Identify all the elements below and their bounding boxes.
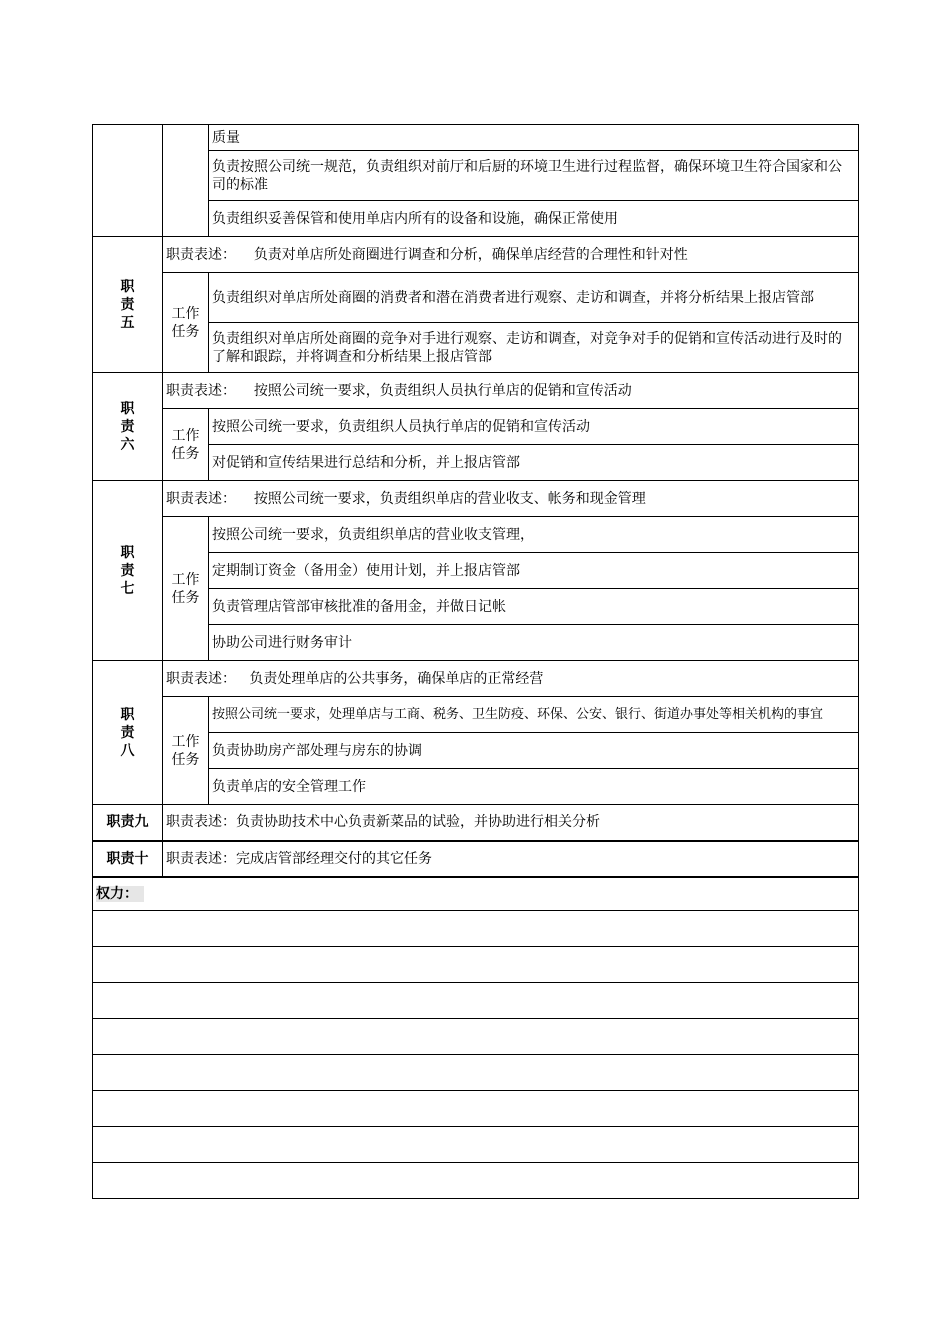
duty-7-title: 职责七 [93, 481, 163, 661]
power-blank-row [93, 1127, 859, 1163]
duty-6-statement: 职责表述： 按照公司统一要求，负责组织人员执行单店的促销和宣传活动 [163, 373, 859, 409]
duty-7-task-label: 工作任务 [163, 517, 209, 661]
task-item: 对促销和宣传结果进行总结和分析，并上报店管部 [209, 445, 859, 481]
task-item: 负责按照公司统一规范，负责组织对前厅和后厨的环境卫生进行过程监督，确保环境卫生符合国家和公司的标准 [209, 151, 859, 201]
power-blank-row [93, 1019, 859, 1055]
task-item: 按照公司统一要求，处理单店与工商、税务、卫生防疫、环保、公安、银行、街道办事处等相关机构的事宜 [209, 697, 859, 733]
duty-5-statement: 职责表述： 负责对单店所处商圈进行调查和分析，确保单店经营的合理性和针对性 [163, 237, 859, 273]
duty-6-task-label: 工作任务 [163, 409, 209, 481]
power-heading: 权力： [93, 877, 859, 911]
duty-8-title: 职责八 [93, 661, 163, 805]
duty-title-continued [93, 125, 163, 237]
task-item: 负责管理店管部审核批准的备用金，并做日记帐 [209, 589, 859, 625]
duty-5-task-label: 工作任务 [163, 273, 209, 373]
task-item: 质量 [209, 125, 859, 151]
task-item: 负责组织对单店所处商圈的消费者和潜在消费者进行观察、走访和调查，并将分析结果上报店管部 [209, 273, 859, 323]
duty-6-title: 职责六 [93, 373, 163, 481]
job-description-table [92, 124, 859, 1199]
duty-10-title: 职责十 [93, 841, 163, 877]
task-item: 按照公司统一要求，负责组织人员执行单店的促销和宣传活动 [209, 409, 859, 445]
power-blank-row [93, 1055, 859, 1091]
task-item: 定期制订资金（备用金）使用计划，并上报店管部 [209, 553, 859, 589]
task-item: 协助公司进行财务审计 [209, 625, 859, 661]
power-blank-row [93, 911, 859, 947]
power-blank-row [93, 983, 859, 1019]
power-blank-row [93, 1091, 859, 1127]
duty-9-statement: 职责表述：负责协助技术中心负责新菜品的试验，并协助进行相关分析 [163, 805, 859, 841]
power-blank-row [93, 1163, 859, 1199]
task-item: 负责组织妥善保管和使用单店内所有的设备和设施，确保正常使用 [209, 201, 859, 237]
duty-8-statement: 职责表述： 负责处理单店的公共事务，确保单店的正常经营 [163, 661, 859, 697]
task-item: 负责组织对单店所处商圈的竞争对手进行观察、走访和调查，对竞争对手的促销和宣传活动进行及时的了解和跟踪，并将调查和分析结果上报店管部 [209, 323, 859, 373]
task-item: 按照公司统一要求，负责组织单店的营业收支管理， [209, 517, 859, 553]
task-item: 负责单店的安全管理工作 [209, 769, 859, 805]
duty-8-task-label: 工作任务 [163, 697, 209, 805]
duty-10-statement: 职责表述：完成店管部经理交付的其它任务 [163, 841, 859, 877]
duty-7-statement: 职责表述： 按照公司统一要求，负责组织单店的营业收支、帐务和现金管理 [163, 481, 859, 517]
duty-9-title: 职责九 [93, 805, 163, 841]
power-blank-row [93, 947, 859, 983]
task-item: 负责协助房产部处理与房东的协调 [209, 733, 859, 769]
duty-5-title: 职责五 [93, 237, 163, 373]
task-label-continued [163, 125, 209, 237]
